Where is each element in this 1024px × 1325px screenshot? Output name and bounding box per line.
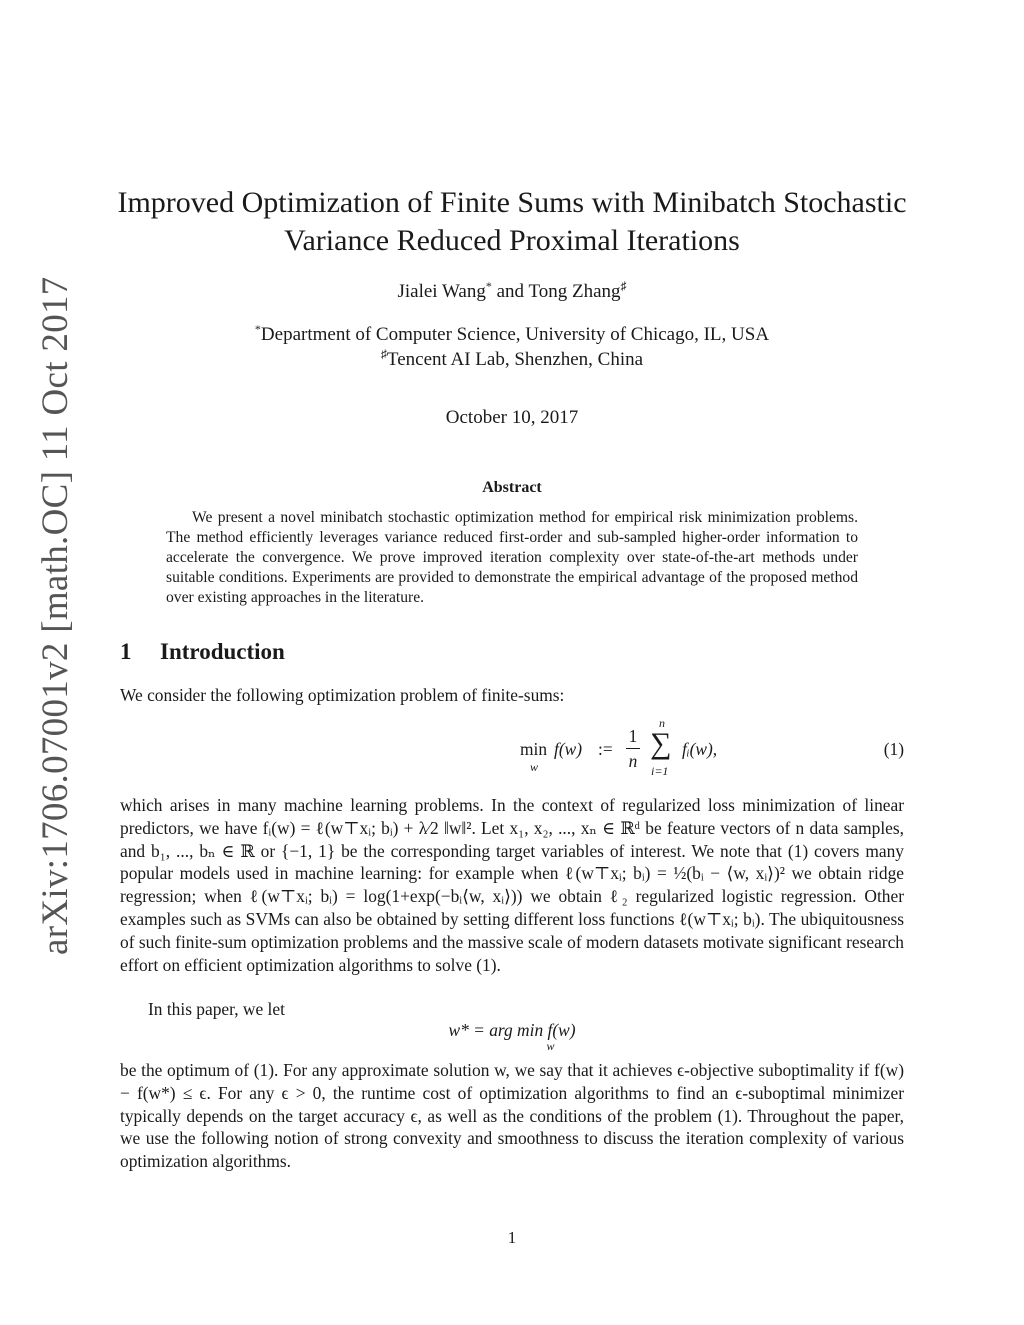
section-title: Introduction: [160, 639, 285, 664]
section-number: 1: [120, 639, 132, 664]
eq-sum-upper: n: [659, 716, 665, 730]
eq-frac-bar: [626, 748, 640, 749]
eq-summand: fᵢ(w),: [682, 739, 718, 759]
eq-min-subscript: w: [530, 760, 539, 774]
equation-1-body: [520, 716, 720, 784]
affiliation-1-mark: *: [254, 322, 261, 336]
affiliations: [110, 322, 914, 372]
eq-sum-lower: i=1: [651, 764, 669, 778]
eq-frac-numerator: 1: [628, 726, 638, 746]
paper-date: October 10, 2017: [445, 407, 579, 428]
paragraph-2: which arises in many machine learning problems. In the context of regularized loss minimization of linear predictors, we have fᵢ(w) = ℓ(w⊤xᵢ; bᵢ) + λ⁄2 ‖w‖². Let x₁, x₂, ..., xₙ ∈ ℝᵈ be feature vectors of n data samples, and b₁, ..., bₙ ∈ ℝ or {−1, 1} be the corresponding target variables of interest. We note that (1) covers many popular models used in machine learning: for example when ℓ(w⊤xᵢ; bᵢ) = ½(bᵢ − ⟨w, xᵢ⟩)² we obtain ridge regression; when ℓ(w⊤xᵢ; bᵢ) = log(1+exp(−bᵢ⟨w, xᵢ⟩)) we obtain ℓ₂ regularized logistic regression. Other examples such as SVMs can also be obtained by setting different loss functions ℓ(w⊤xᵢ; bᵢ). The ubiquitousness of such finite-sum optimization problems and the massive scale of modern datasets motivate significant research effort on efficient optimization algorithms to solve (1).: [120, 795, 904, 975]
author-1-mark: *: [485, 279, 492, 293]
title-line-1: Improved Optimization of Finite Sums with Minibatch Stochastic: [117, 186, 907, 219]
title-line-2: Variance Reduced Proximal Iterations: [284, 224, 740, 257]
section-heading: [120, 639, 285, 665]
affiliation-2-text: Tencent AI Lab, Shenzhen, China: [386, 349, 644, 370]
eq-min: min: [520, 739, 548, 759]
paragraph-3: In this paper, we let: [148, 999, 285, 1019]
author-connector: and: [496, 281, 525, 302]
eq-sum-symbol: ∑: [650, 727, 672, 760]
eq-frac-denominator: n: [628, 751, 638, 771]
paragraph-1: We consider the following optimization problem of finite-sums:: [120, 685, 565, 705]
page-number: 1: [507, 1228, 517, 1247]
abstract-heading: Abstract: [482, 479, 542, 496]
equation-2-text: w* = arg min f(w): [448, 1020, 576, 1040]
author-2-mark: ♯: [620, 279, 627, 293]
author-list: [110, 281, 914, 303]
eq-assign: :=: [598, 739, 613, 759]
author-1: Jialei Wang: [397, 281, 486, 302]
paper-title: [110, 184, 914, 260]
equation-2-subscript: w: [546, 1039, 555, 1053]
abstract-text: We present a novel minibatch stochastic optimization method for empirical risk minimization problems. The method efficiently leverages variance reduced first-order and sub-sampled higher-order information to accelerate the convergence. We prove improved iteration complexity over state-of-the-art methods under suitable conditions. Experiments are provided to demonstrate the empirical advantage of the proposed method over existing approaches in the literature.: [166, 509, 858, 606]
equation-1-number: (1): [883, 739, 904, 759]
affiliation-1-text: Department of Computer Science, University of Chicago, IL, USA: [260, 324, 770, 345]
affiliation-1: [110, 322, 914, 347]
affiliation-2-mark: ♯: [380, 347, 387, 361]
paragraph-4: be the optimum of (1). For any approximate solution w, we say that it achieves ϵ-objective suboptimality if f(w) − f(w*) ≤ ϵ. For any ϵ > 0, the runtime cost of optimization algorithms to find an ϵ-suboptimal minimizer typically depends on the target accuracy ϵ, as well as the conditions of the problem (1). Throughout the paper, we use the following notion of strong convexity and smoothness to discuss the iteration complexity of various optimization algorithms.: [120, 1060, 904, 1172]
author-2: Tong Zhang: [528, 281, 621, 302]
equation-2: [120, 1020, 904, 1054]
equation-2-body: [448, 1020, 576, 1053]
affiliation-2: [110, 347, 914, 372]
eq-fraction: [626, 726, 640, 772]
equation-1: [120, 716, 904, 784]
arxiv-stamp: arXiv:1706.07001v2 [math.OC] 11 Oct 2017: [35, 276, 76, 955]
eq-lhs: f(w): [554, 739, 583, 759]
